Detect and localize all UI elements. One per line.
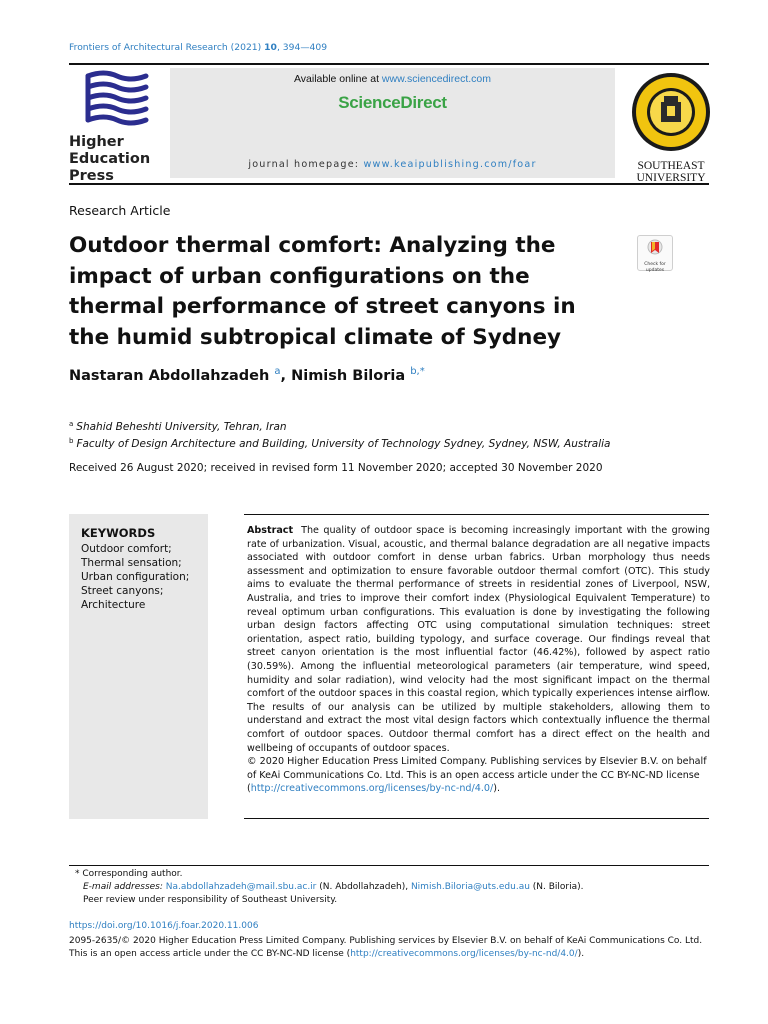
header-rule-bottom	[69, 183, 709, 185]
journal-volume: 10	[264, 42, 277, 53]
abstract-text: The quality of outdoor space is becoming increasingly important with the growing rate of urbanization. Visual, acoustic, and thermal balance degradation are all negative impacts associated with outdoor comfort in dense urban fabrics. Urban morphology thus needs assessment and optimization to ensure favorable outdoor thermal comfort (OTC). This study aims to evaluate the thermal performance of streets in residential zones of Liverpool, NSW, Australia, and tries to improve their comfort index (Physiological Equivalent Temperature) to reveal optimum urban configurations. This evaluation is done by investigating the following urban design factors affecting OTC using computational simulation techniques: street orientation, aspect ratio, building typology, and surface coverage. Our findings reveal that street canyon orientation is the most influential factor (46.42%), followed by aspect ratio (30.59%). Among the influential meteorological parameters (air temperature, wind speed, humidity and solar radiation), wind velocity had the most significant impact on the thermal comfort of the outdoor spaces in this coastal region, which typically experiences intense airflow. The results of our analysis can be utilized by multiple stakeholders, allowing them to understand and extract the most vital design factors which contextually influence the thermal comfort of outdoor spaces. Outdoor thermal comfort has a direct effect on the health and wellbeing of occupants of outdoor spaces.	[247, 525, 710, 754]
license-line	[69, 948, 729, 961]
email-label: E-mail addresses:	[83, 882, 163, 892]
check-for-updates-line-1: Check for	[644, 262, 666, 267]
issn-license	[69, 935, 729, 960]
sciencedirect-banner	[170, 68, 615, 178]
university-name-line-1: SOUTHEAST	[637, 160, 705, 172]
book-stack-icon	[82, 68, 152, 130]
university-seal-icon	[631, 72, 711, 152]
affiliation-text: Shahid Beheshti University, Tehran, Iran	[76, 421, 287, 433]
keywords-heading: KEYWORDS	[81, 526, 156, 540]
license-link[interactable]: http://creativecommons.org/licenses/by-nc-nd/4.0/	[250, 783, 494, 795]
sciencedirect-link[interactable]: www.sciencedirect.com	[381, 73, 492, 85]
article-type: Research Article	[69, 203, 171, 218]
check-for-updates-badge[interactable]	[637, 235, 673, 271]
email-owner: (N. Biloria).	[529, 882, 584, 892]
author-affiliation-ref[interactable]: b,*	[410, 366, 425, 377]
affiliation-item	[69, 417, 610, 434]
keyword-item: Outdoor comfort;	[81, 543, 172, 555]
journal-homepage	[170, 159, 615, 170]
license-line-end: ).	[577, 948, 585, 959]
publisher-name-line-1: Higher	[69, 134, 124, 150]
available-online-label: Available online at	[293, 73, 382, 85]
license-line-link[interactable]: http://creativecommons.org/licenses/by-nc-nd/4.0/	[350, 948, 578, 959]
check-for-updates-line-2: updates	[645, 268, 665, 273]
affiliation-text: Faculty of Design Architecture and Building, University of Technology Sydney, Sydney, NSW, Australia	[76, 438, 611, 450]
publisher-logo	[69, 68, 167, 184]
abstract-rule-top	[244, 514, 709, 515]
copyright-text: © 2020 Higher Education Press Limited Company. Publishing services by Elsevier B.V. on behalf of KeAi Communications Co. Ltd. This is an open access article under the CC BY-NC-ND license (	[247, 756, 707, 795]
author-name: Nastaran Abdollahzadeh	[69, 368, 270, 384]
affiliations	[69, 417, 610, 451]
header-rule-top	[69, 63, 709, 65]
abstract-body	[247, 524, 710, 755]
email-link[interactable]: Nimish.Biloria@uts.edu.au	[410, 882, 530, 892]
journal-pages: , 394—409	[276, 42, 328, 53]
check-for-updates-icon	[647, 239, 663, 257]
doi-link[interactable]: https://doi.org/10.1016/j.foar.2020.11.006	[69, 921, 259, 931]
abstract-rule-bottom	[244, 818, 709, 819]
sciencedirect-brand: ScienceDirect	[338, 93, 447, 112]
copyright-text-end: ).	[493, 783, 501, 795]
journal-homepage-label: journal homepage:	[248, 159, 364, 170]
abstract	[247, 524, 710, 796]
keyword-item: Thermal sensation;	[81, 557, 182, 569]
issn-line: 2095-2635/© 2020 Higher Education Press Limited Company. Publishing services by Elsevier B.V. on behalf of KeAi Communications Co. Ltd.	[69, 936, 703, 946]
footnotes	[69, 868, 584, 907]
email-addresses	[69, 881, 584, 894]
available-online	[170, 73, 615, 85]
author-name: Nimish Biloria	[291, 368, 406, 384]
university-logo	[628, 72, 714, 184]
journal-reference[interactable]	[69, 42, 327, 53]
keyword-item: Street canyons;	[81, 585, 164, 597]
article-title: Outdoor thermal comfort: Analyzing the impact of urban configurations on the thermal performance of street canyons in the humid subtropical climate of Sydney	[69, 233, 576, 350]
corresponding-author-note: * Corresponding author.	[75, 869, 183, 879]
license-line-text: This is an open access article under the CC BY-NC-ND license (	[69, 948, 351, 959]
journal-name: Frontiers of Architectural Research	[69, 42, 228, 53]
keyword-item: Architecture	[81, 599, 146, 611]
keyword-item: Urban configuration;	[81, 571, 190, 583]
peer-review-note: Peer review under responsibility of Southeast University.	[83, 895, 338, 905]
received-dates: Received 26 August 2020; received in revised form 11 November 2020; accepted 30 November 2020	[69, 462, 603, 474]
keywords-box	[69, 514, 208, 819]
email-link[interactable]: Na.abdollahzadeh@mail.sbu.ac.ir	[165, 882, 317, 892]
publisher-name-line-2: Education	[69, 151, 151, 167]
affiliation-item	[69, 434, 610, 451]
affiliation-marker: b	[69, 437, 74, 445]
author-affiliation-ref[interactable]: a	[274, 366, 281, 377]
publisher-name-line-3: Press	[69, 168, 114, 184]
email-owner: (N. Abdollahzadeh),	[316, 882, 411, 892]
abstract-copyright	[247, 755, 710, 796]
abstract-label: Abstract	[247, 525, 294, 536]
footnote-rule	[69, 865, 709, 866]
journal-year: (2021)	[230, 42, 262, 53]
author-list: Nastaran Abdollahzadeh $^a$, Nimish Biloria $^{b,*}$	[69, 366, 425, 384]
journal-homepage-link[interactable]: www.keaipublishing.com/foar	[363, 159, 537, 170]
affiliation-marker: a	[69, 420, 74, 428]
university-name-line-2: UNIVERSITY	[636, 172, 706, 184]
